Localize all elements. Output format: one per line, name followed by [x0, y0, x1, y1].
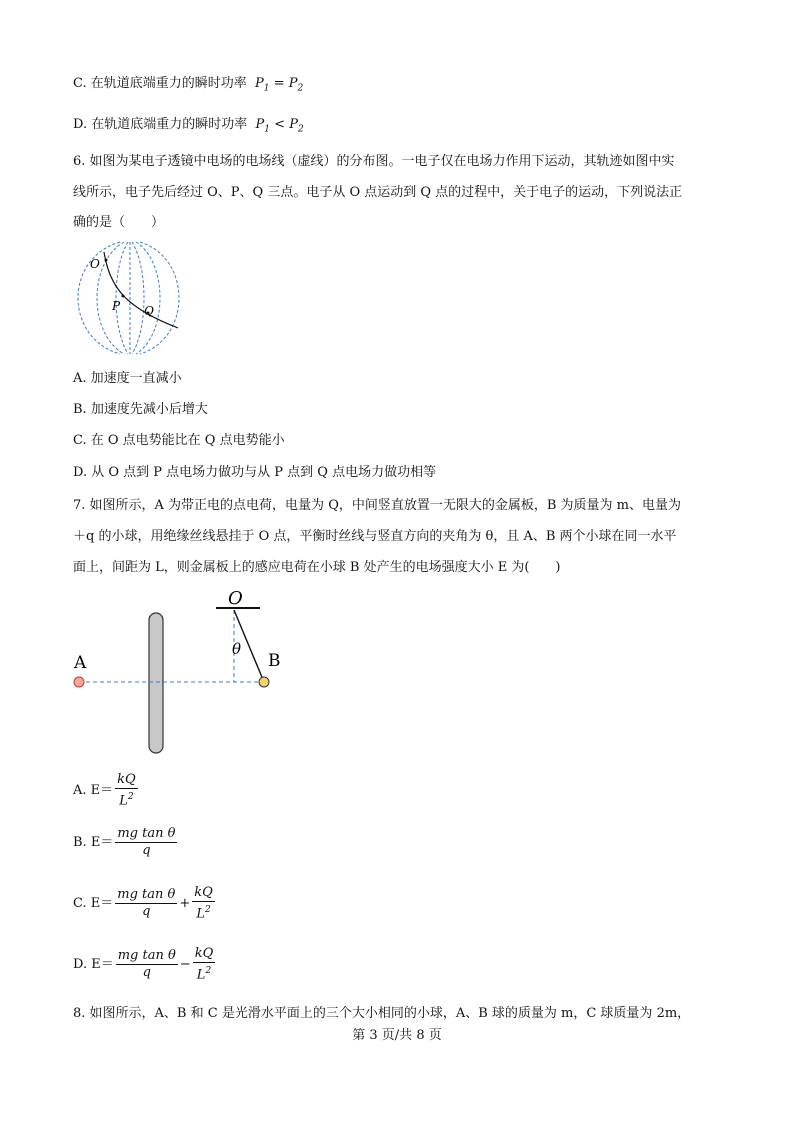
label-q: Q [144, 304, 154, 318]
q6-stem-line-1: 6. 如图为某电子透镜中电场的电场线（虚线）的分布图。一电子仅在电场力作用下运动，其轨迹如图中实 [73, 154, 675, 169]
label-a: A [74, 653, 87, 673]
q5-option-c-text: C. 在轨道底端重力的瞬时功率 [73, 76, 247, 91]
q6-stem-line-2: 线所示，电子先后经过 O、P、Q 三点。电子从 O 点运动到 Q 点的过程中，关于电子的运动，下列说法正 [73, 185, 683, 200]
q7-option-b: B. E＝ $\frac{\text{mg tan θ}}{q}$ [73, 826, 176, 858]
label-theta: θ [232, 640, 242, 658]
q6-stem-line-3: 确的是（ ） [73, 215, 165, 230]
q6-option-b: B. 加速度先减小后增大 [73, 402, 208, 417]
q7-option-c: C. E＝ $\frac{\text{mg tan θ}}{q}$ + $\frac{kQ}{L^2}$ [73, 885, 213, 922]
q6-option-a: A. 加速度一直减小 [73, 371, 182, 386]
page-footer: 第 3 页/共 8 页 [352, 1028, 442, 1043]
q7-option-d: D. E＝ $\frac{\text{mg tan θ}}{q}$ − $\frac{kQ}{L^2}$ [73, 946, 214, 983]
q7-stem-line-2: ＋q 的小球，用绝缘丝线悬挂于 O 点，平衡时丝线与竖直方向的夹角为 θ，且 A、B 两个小球在同一水平 [73, 529, 677, 544]
q6-option-d: D. 从 O 点到 P 点电场力做功与从 P 点到 Q 点电场力做功相等 [73, 465, 437, 480]
q7-stem-line-1: 7. 如图所示，A 为带正电的点电荷，电量为 Q，中间竖直放置一无限大的金属板，B 为质量为 m、电量为 [73, 498, 681, 513]
q7-stem-line-3: 面上，间距为 L，则金属板上的感应电荷在小球 B 处产生的电场强度大小 E 为( ) [73, 560, 561, 575]
point-o [105, 259, 108, 262]
label-p: P [112, 299, 121, 313]
point-p [122, 295, 125, 298]
q5-option-d: D. 在轨道底端重力的瞬时功率 $P_1 < P_2$ [73, 117, 304, 135]
ball-b [259, 677, 269, 687]
q7-option-a: A. E＝ $\frac{kQ}{L^2}$ [73, 772, 136, 809]
q6-field-line-figure [68, 238, 188, 358]
label-o: O [90, 257, 100, 271]
charge-a [74, 677, 84, 687]
q7-pendulum-figure [70, 586, 290, 758]
label-o: O [228, 588, 243, 609]
q5-option-d-text: D. 在轨道底端重力的瞬时功率 [73, 117, 248, 132]
q6-option-c: C. 在 O 点电势能比在 Q 点电势能小 [73, 433, 285, 448]
q5-option-c: C. 在轨道底端重力的瞬时功率 $P_1 = P_2$ [73, 76, 304, 94]
label-b: B [268, 651, 281, 671]
q8-stem-line-1: 8. 如图所示，A、B 和 C 是光滑水平面上的三个大小相同的小球，A、B 球的质量为 m，C 球质量为 2m， [73, 1006, 691, 1021]
q5-option-c-relation: = [273, 76, 285, 91]
metal-plate [149, 613, 163, 753]
electron-trajectory [104, 252, 178, 328]
q5-option-d-relation: < [274, 117, 286, 132]
